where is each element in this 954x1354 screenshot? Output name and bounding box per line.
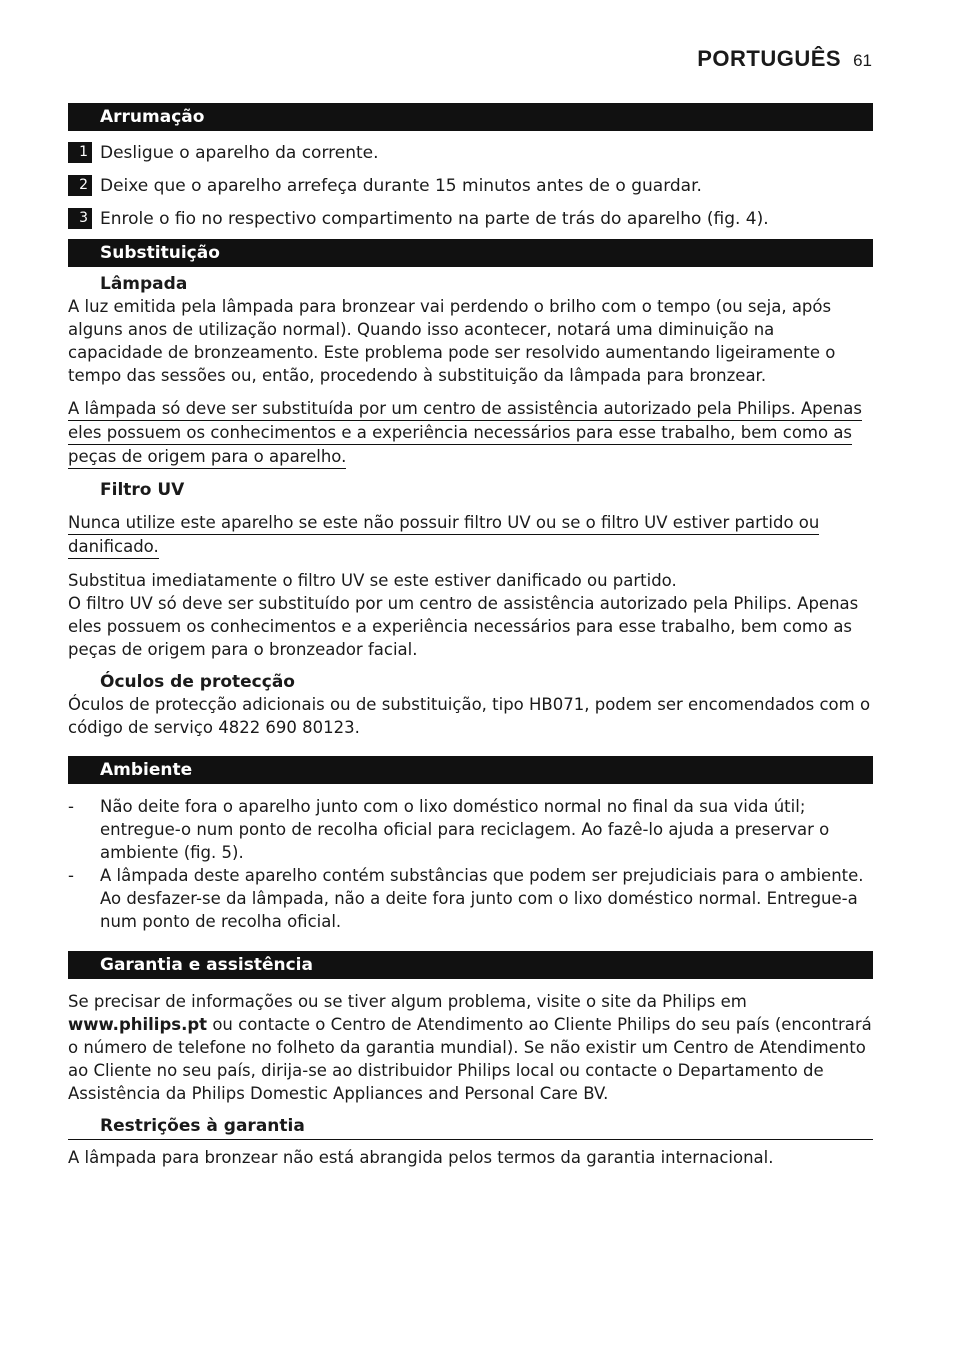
uv-filter-text	[68, 569, 873, 661]
step-text: Desligue o aparelho da corrente.	[100, 143, 379, 163]
goggles-text: Óculos de protecção adicionais ou de substituição, tipo HB071, podem ser encomendados com o código de serviço 4822 690 80123.	[68, 695, 871, 737]
uv-filter-text-2: O filtro UV só deve ser substituído por um centro de assistência autorizado pela Philips. Apenas eles possuem os conhecimentos e a experiência necessários para esse trabalho, bem como as peças de origem para o bronzeador facial.	[68, 594, 859, 659]
uv-filter-warning	[68, 511, 873, 559]
guarantee-text-after: ou contacte o Centro de Atendimento ao Cliente Philips do seu país (encontrará o número de telefone no folheto da garantia mundial). Se não existir um Centro de Atendimento ao Cliente no seu país, dirija-se ao distribuidor Philips local ou contacte o Departamento de Assistência da Philips Domestic Appliances and Personal Care BV.	[68, 1015, 872, 1103]
goggles-heading: Óculos de protecção	[100, 672, 295, 692]
guarantee-text-before: Se precisar de informações ou se tiver algum problema, visite o site da Philips em	[68, 992, 747, 1011]
lamp-warning	[68, 397, 873, 469]
uv-filter-heading: Filtro UV	[100, 480, 185, 500]
guarantee-text	[68, 990, 873, 1105]
restrictions-text: A lâmpada para bronzear não está abrangida pelos termos da garantia internacional.	[68, 1148, 774, 1167]
step-number: 1	[68, 142, 92, 163]
warning-line: peças de origem para o aparelho.	[68, 446, 346, 469]
section-storage-title: Arrumação	[68, 103, 873, 131]
step-text: Enrole o fio no respectivo compartimento na parte de trás do aparelho (fig. 4).	[100, 209, 769, 229]
environment-bullet	[68, 864, 873, 933]
bullet-text: A lâmpada deste aparelho contém substâncias que podem ser prejudiciais para o ambiente. Ao desfazer-se da lâmpada, não a deite fora junto com o lixo doméstico normal. Entregue-a num ponto de recolha oficial.	[100, 866, 864, 931]
section-environment-title: Ambiente	[68, 756, 873, 784]
bullet-text: Não deite fora o aparelho junto com o lixo doméstico normal no final da sua vida útil; entregue-o num ponto de recolha oficial para reciclagem. Ao fazê-lo ajuda a preservar o ambiente (fig. 5).	[100, 797, 830, 862]
uv-filter-text-1: Substitua imediatamente o filtro UV se este estiver danificado ou partido.	[68, 571, 677, 590]
page-content	[68, 103, 873, 1179]
environment-bullet	[68, 795, 873, 864]
storage-step	[68, 142, 873, 164]
step-number: 2	[68, 175, 92, 196]
storage-step	[68, 208, 873, 230]
language-title: PORTUGUÊS	[697, 46, 842, 71]
lamp-text: A luz emitida pela lâmpada para bronzear vai perdendo o brilho com o tempo (ou seja, após alguns anos de utilização normal). Quando isso acontecer, notará uma diminuição na capacidade de bronzeamento. Este problema pode ser resolvido aumentando ligeiramente o tempo das sessões ou, então, procedendo à substituição da lâmpada para bronzear.	[68, 297, 836, 385]
warning-line: A lâmpada só deve ser substituída por um centro de assistência autorizado pela Philips. Apenas	[68, 398, 862, 421]
lamp-heading: Lâmpada	[100, 274, 188, 294]
step-number: 3	[68, 208, 92, 229]
warning-line: eles possuem os conhecimentos e a experiência necessários para esse trabalho, bem como as	[68, 422, 852, 445]
page-header	[697, 46, 872, 72]
warning-line: Nunca utilize este aparelho se este não possuir filtro UV ou se o filtro UV estiver partido ou	[68, 512, 819, 535]
warning-line: danificado.	[68, 536, 159, 559]
section-guarantee-title: Garantia e assistência	[68, 951, 873, 979]
philips-website-link[interactable]: www.philips.pt	[68, 1015, 208, 1034]
bullet-dash: -	[68, 797, 74, 816]
page-number: 61	[853, 51, 872, 70]
storage-step	[68, 175, 873, 197]
bullet-dash: -	[68, 866, 74, 885]
step-text: Deixe que o aparelho arrefeça durante 15 minutos antes de o guardar.	[100, 176, 702, 196]
restrictions-heading: Restrições à garantia	[68, 1115, 873, 1140]
section-replacement-title: Substituição	[68, 239, 873, 267]
